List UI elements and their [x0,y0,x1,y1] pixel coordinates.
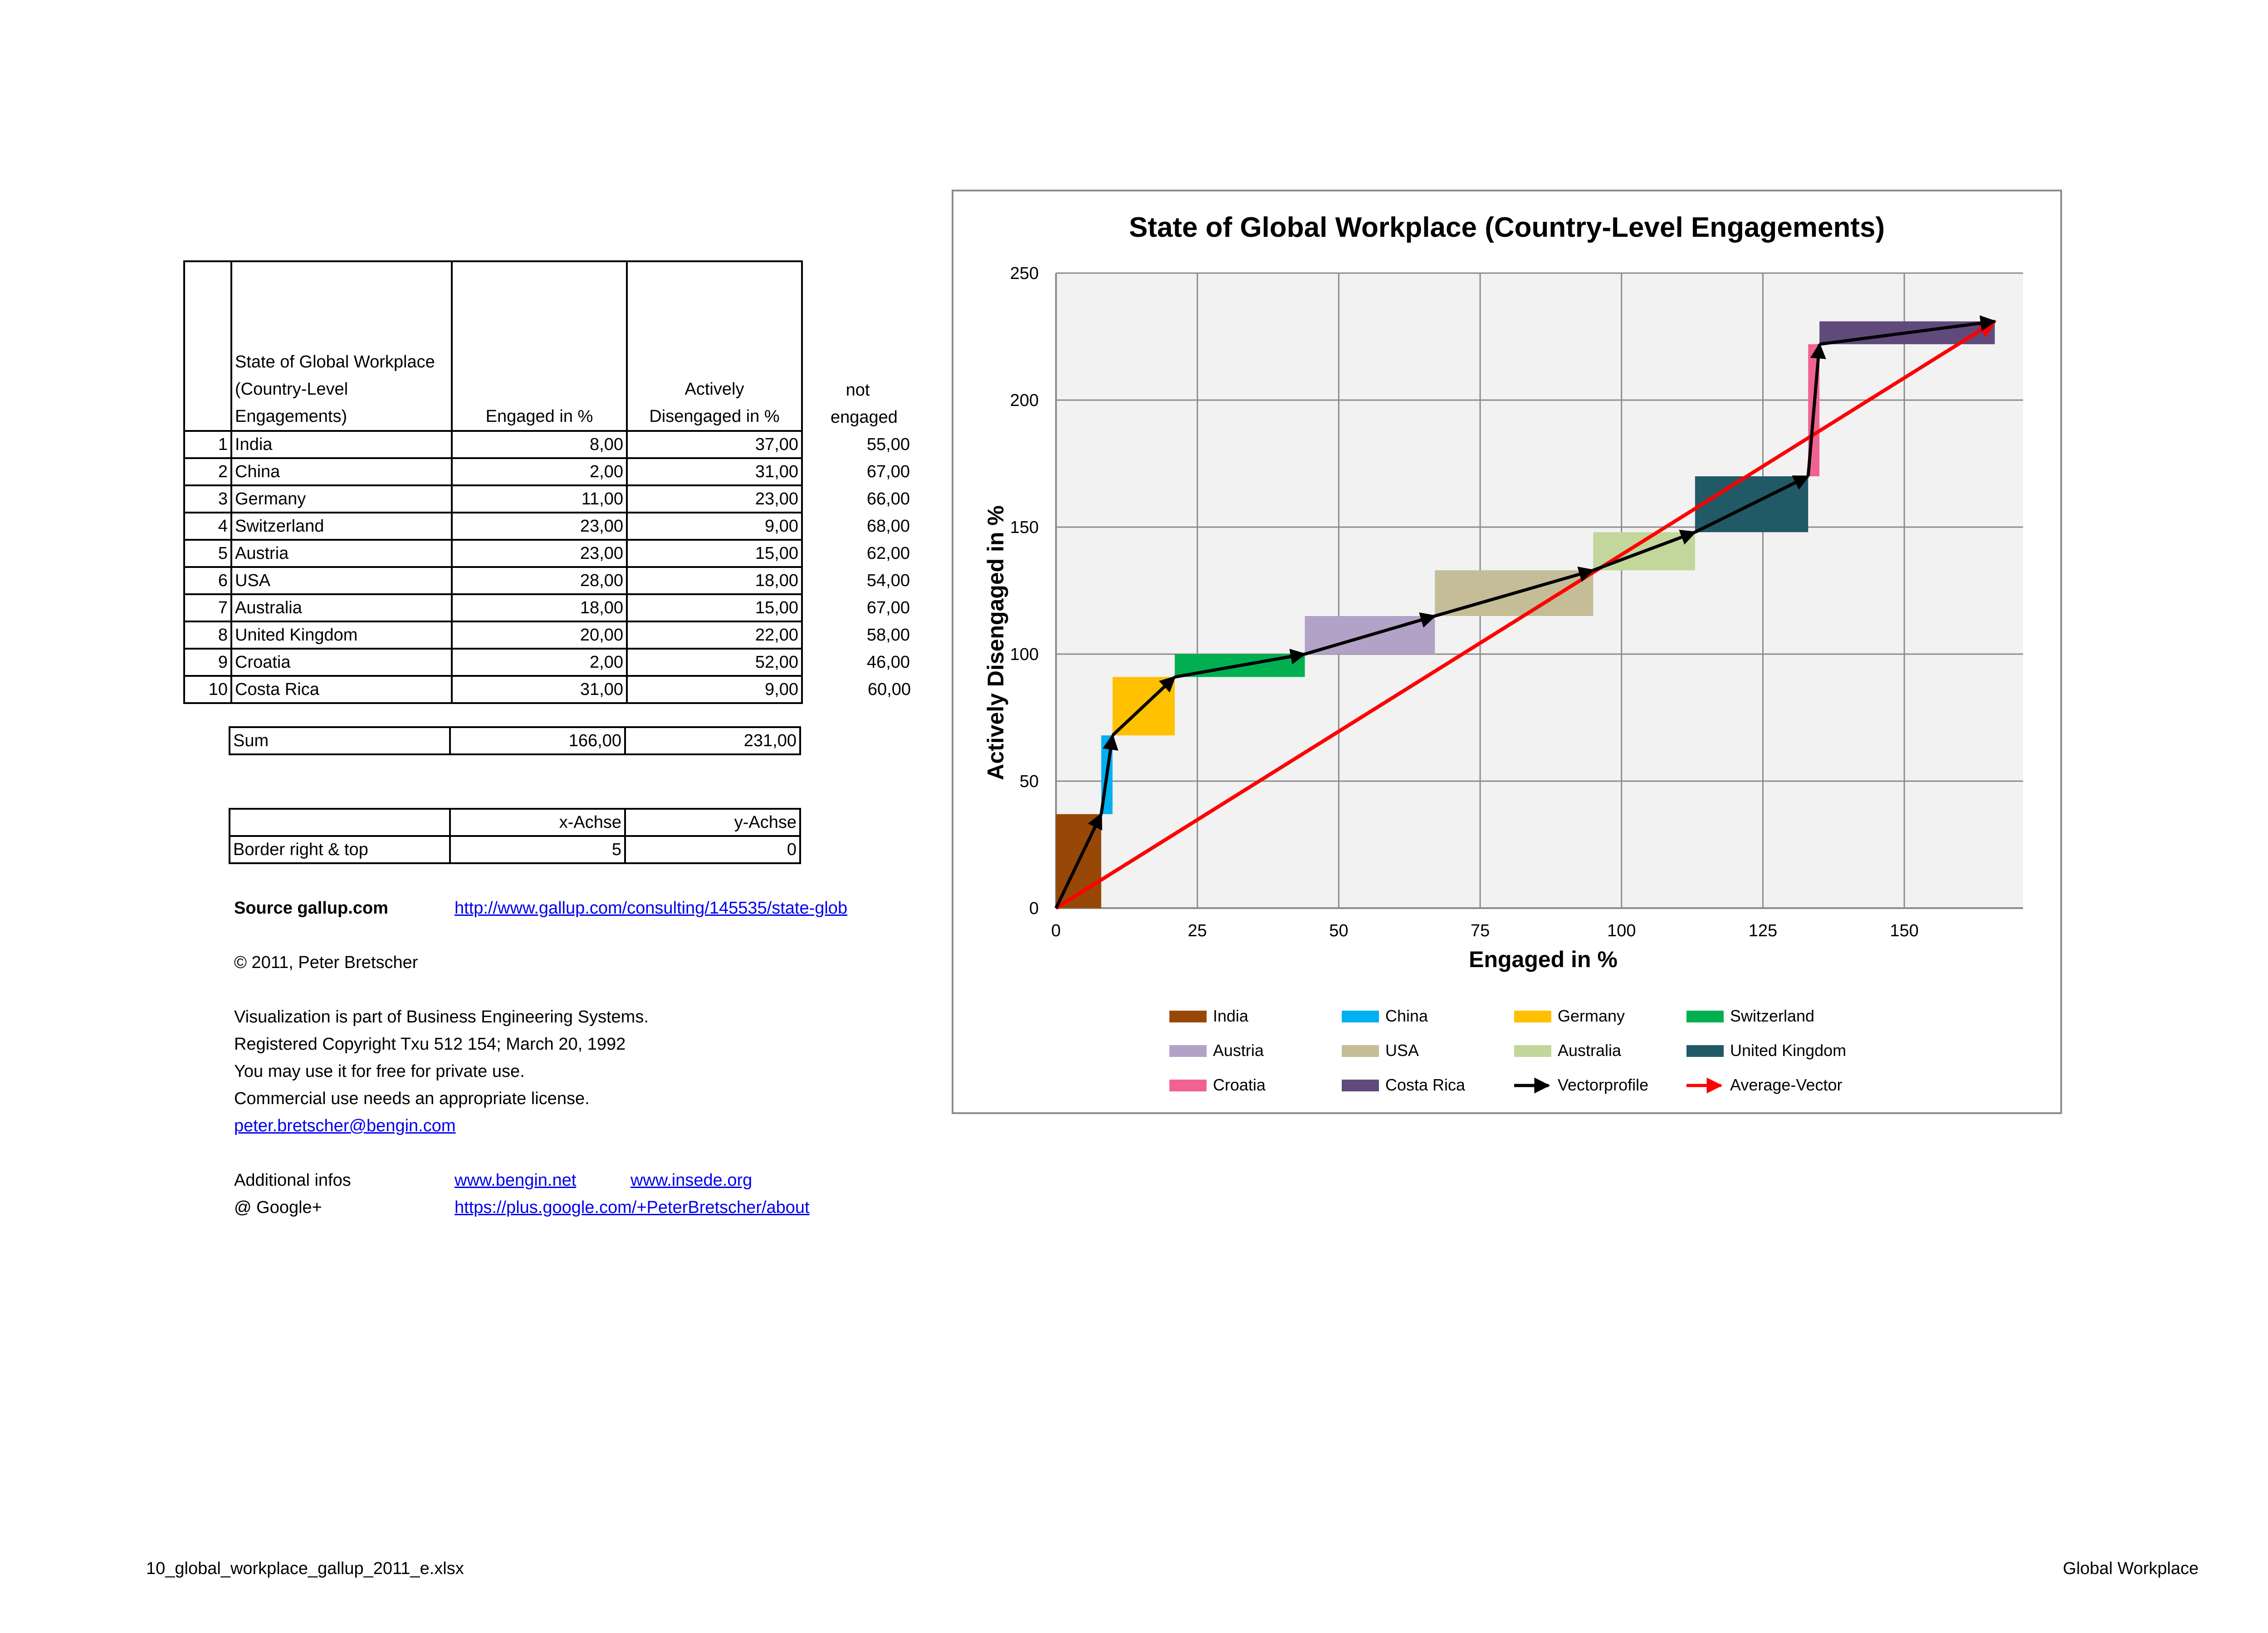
y-tick-label: 100 [1010,645,1039,664]
row-index: 2 [184,458,231,485]
row-disengaged: 23,00 [627,485,802,513]
border-empty-cell [230,809,450,836]
header-title-cell [231,261,452,431]
legend-label: Australia [1558,1041,1622,1060]
legend-label: China [1385,1007,1428,1025]
chart-svg [953,191,2060,1112]
border-x-value: 5 [450,836,625,863]
row-country: USA [231,567,452,594]
sum-row [230,727,800,754]
row-index: 10 [184,676,231,703]
additional-label: Additional infos [234,1171,351,1190]
table-row [184,567,914,594]
google-link[interactable]: https://plus.google.com/+PeterBretscher/about [455,1198,810,1217]
border-label: Border right & top [230,836,450,863]
border-y-label: y-Achse [625,809,800,836]
row-country: Austria [231,540,452,567]
legend-swatch [1342,1011,1379,1022]
license-line-2: Registered Copyright Txu 512 154; March 20, 1992 [234,1035,626,1054]
row-engaged: 11,00 [452,485,627,513]
license-line-1: Visualization is part of Business Engineering Systems. [234,1007,649,1027]
row-disengaged: 22,00 [627,621,802,649]
x-tick-label: 100 [1607,921,1636,940]
x-tick-label: 75 [1470,921,1490,940]
source-label: Source gallup.com [234,899,388,918]
table-row [184,540,914,567]
legend-label: Austria [1213,1041,1264,1060]
header-index-cell [184,261,231,431]
border-header-row [230,809,800,836]
x-axis-label: Engaged in % [1469,947,1618,972]
y-axis-label: Actively Disengaged in % [983,505,1008,780]
y-tick-label: 50 [1019,772,1039,791]
table-row [184,431,914,458]
row-engaged: 2,00 [452,649,627,676]
row-engaged: 18,00 [452,594,627,621]
header-engaged: Engaged in % [452,261,627,431]
row-index: 6 [184,567,231,594]
x-tick-label: 50 [1329,921,1349,940]
table-row [184,485,914,513]
row-engaged: 28,00 [452,567,627,594]
legend-label: Vectorprofile [1558,1076,1649,1094]
chart-title: State of Global Workplace (Country-Level Engagements) [1129,212,1885,243]
sum-table [229,726,801,755]
row-engaged: 23,00 [452,540,627,567]
row-disengaged: 15,00 [627,540,802,567]
legend-label: Switzerland [1730,1007,1815,1025]
footer-filename: 10_global_workplace_gallup_2011_e.xlsx [146,1559,464,1578]
row-country: United Kingdom [231,621,452,649]
row-not-engaged: 46,00 [866,653,910,672]
chart-legend [1169,1007,1846,1094]
table-row [184,676,914,703]
row-disengaged: 37,00 [627,431,802,458]
legend-label: Costa Rica [1385,1076,1466,1094]
legend-swatch [1342,1080,1379,1091]
data-table [183,260,914,704]
row-index: 3 [184,485,231,513]
row-not-engaged: 67,00 [866,462,910,481]
row-disengaged: 9,00 [627,513,802,540]
table-header-row [184,261,914,431]
border-value-row [230,836,800,863]
row-country: China [231,458,452,485]
row-country: India [231,431,452,458]
y-tick-label: 0 [1029,899,1039,918]
row-index: 9 [184,649,231,676]
header-not-engaged-text: not engaged [831,381,898,427]
legend-label: USA [1385,1041,1419,1060]
legend-swatch [1686,1045,1724,1057]
y-tick-label: 150 [1010,518,1039,537]
sum-engaged: 166,00 [450,727,625,754]
legend-swatch [1169,1011,1207,1022]
row-index: 8 [184,621,231,649]
row-engaged: 31,00 [452,676,627,703]
x-tick-label: 125 [1748,921,1778,940]
row-country: Germany [231,485,452,513]
row-disengaged: 31,00 [627,458,802,485]
row-engaged: 8,00 [452,431,627,458]
row-country: Switzerland [231,513,452,540]
x-tick-label: 150 [1890,921,1919,940]
table-row [184,458,914,485]
row-disengaged: 52,00 [627,649,802,676]
table-row [184,649,914,676]
legend-label: United Kingdom [1730,1041,1847,1060]
row-engaged: 20,00 [452,621,627,649]
row-engaged: 2,00 [452,458,627,485]
row-index: 5 [184,540,231,567]
email-link[interactable]: peter.bretscher@bengin.com [234,1116,456,1135]
row-disengaged: 18,00 [627,567,802,594]
x-tick-label: 0 [1051,921,1061,940]
row-not-engaged: 62,00 [866,544,910,563]
header-not-engaged [802,261,914,431]
row-country: Costa Rica [231,676,452,703]
row-country: Croatia [231,649,452,676]
source-link-wrap [455,895,908,922]
row-disengaged: 15,00 [627,594,802,621]
row-engaged: 23,00 [452,513,627,540]
source-link[interactable]: http://www.gallup.com/consulting/145535/state-glob [455,899,848,918]
legend-label: India [1213,1007,1249,1025]
row-not-engaged: 58,00 [866,626,910,645]
row-index: 1 [184,431,231,458]
bengin-link[interactable]: www.bengin.net [455,1171,577,1190]
legend-swatch [1686,1011,1724,1022]
legend-swatch [1169,1080,1207,1091]
x-tick-label: 25 [1188,921,1207,940]
y-tick-label: 250 [1010,264,1039,283]
legend-label: Germany [1558,1007,1625,1025]
license-line-3: You may use it for free for private use. [234,1062,525,1081]
legend-label: Croatia [1213,1076,1266,1094]
legend-swatch [1514,1045,1551,1057]
row-not-engaged: 67,00 [866,598,910,617]
table-row [184,513,914,540]
row-not-engaged: 68,00 [866,517,910,536]
row-index: 4 [184,513,231,540]
border-table [229,808,801,864]
header-disengaged [627,261,802,431]
row-not-engaged: 55,00 [866,435,910,454]
row-not-engaged: 54,00 [866,571,910,590]
license-line-4: Commercial use needs an appropriate license. [234,1089,590,1108]
legend-swatch [1342,1045,1379,1057]
sum-disengaged: 231,00 [625,727,800,754]
google-label: @ Google+ [234,1198,322,1217]
row-index: 7 [184,594,231,621]
chart-area[interactable] [952,190,2062,1114]
border-x-label: x-Achse [450,809,625,836]
plot-area [1010,264,2023,940]
table-title: State of Global Workplace (Country-Level Engagements) [235,352,435,426]
row-disengaged: 9,00 [627,676,802,703]
row-country: Australia [231,594,452,621]
border-y-value: 0 [625,836,800,863]
row-not-engaged: 66,00 [866,489,910,508]
legend-swatch [1169,1045,1207,1057]
legend-swatch [1514,1011,1551,1022]
legend-label: Average-Vector [1730,1076,1843,1094]
table-row [184,621,914,649]
copyright: © 2011, Peter Bretscher [234,953,418,972]
footer-sheet-name: Global Workplace [2063,1559,2199,1578]
y-tick-label: 200 [1010,391,1039,410]
row-not-engaged: 60,00 [867,680,911,699]
header-disengaged-text: Actively Disengaged in % [649,380,780,426]
sum-label: Sum [230,727,450,754]
insede-link[interactable]: www.insede.org [631,1171,753,1190]
table-row [184,594,914,621]
